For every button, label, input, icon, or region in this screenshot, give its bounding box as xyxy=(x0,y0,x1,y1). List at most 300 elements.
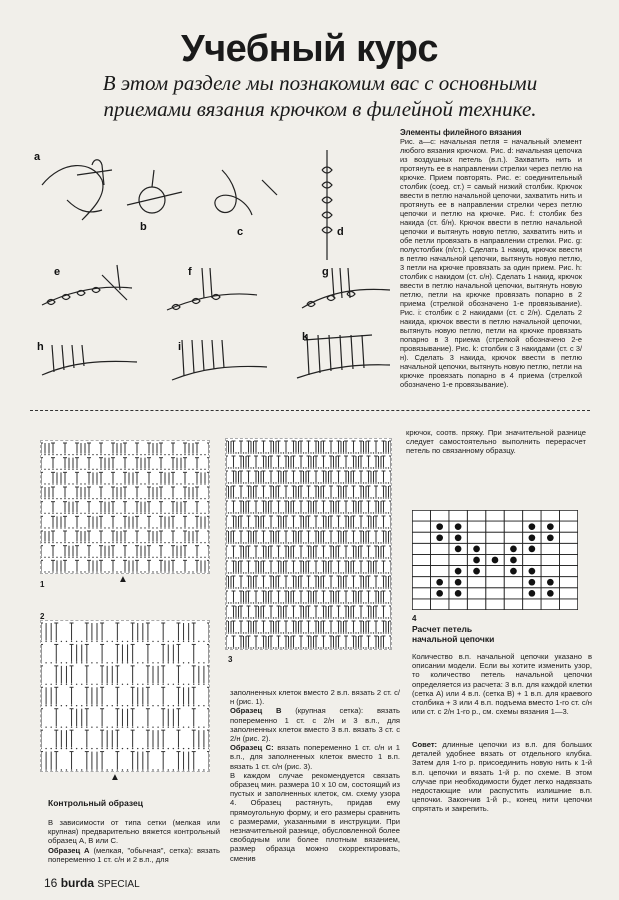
chain-stitch-dot xyxy=(338,587,339,588)
chain-stitch-dot xyxy=(60,542,61,543)
chain-stitch-dot xyxy=(72,454,73,455)
chain-stitch-dot xyxy=(243,512,244,513)
chain-stitch-dot xyxy=(365,602,366,603)
chain-stitch-dot xyxy=(127,684,128,685)
chain-stitch-dot xyxy=(390,512,391,513)
chain-stitch-dot xyxy=(120,454,121,455)
chain-stitch-dot xyxy=(240,572,241,573)
chain-stitch-dot xyxy=(127,662,128,663)
chain-stitch-dot xyxy=(120,571,121,572)
chain-stitch-dot xyxy=(226,647,227,648)
chain-stitch-dot xyxy=(233,587,234,588)
chain-stitch-dot xyxy=(41,542,42,543)
chain-stitch-dot xyxy=(278,467,279,468)
chain-stitch-dot xyxy=(333,542,334,543)
chart-4-filled-mark xyxy=(455,523,462,530)
chain-stitch-dot xyxy=(100,542,101,543)
chain-stitch-dot xyxy=(368,557,369,558)
chain-stitch-dot xyxy=(188,454,189,455)
chain-stitch-dot xyxy=(330,647,331,648)
chain-stitch-dot xyxy=(255,527,256,528)
chain-stitch-dot xyxy=(320,527,321,528)
chain-stitch-dot xyxy=(358,512,359,513)
arrow-up-icon: ▲ xyxy=(110,772,120,783)
chain-stitch-dot xyxy=(255,497,256,498)
chain-stitch-dot xyxy=(176,571,177,572)
chain-stitch-dot xyxy=(200,542,201,543)
chain-stitch-dot xyxy=(330,572,331,573)
chain-stitch-dot xyxy=(56,498,57,499)
chain-stitch-dot xyxy=(358,557,359,558)
chain-stitch-dot xyxy=(383,647,384,648)
chain-stitch-dot xyxy=(310,527,311,528)
chain-stitch-dot xyxy=(340,452,341,453)
chain-stitch-dot xyxy=(373,647,374,648)
page-number: 16 xyxy=(44,876,58,890)
chain-stitch-dot xyxy=(72,527,73,528)
chain-stitch-dot xyxy=(106,769,107,770)
chart-4-filled-mark xyxy=(436,579,443,586)
chain-stitch-dot xyxy=(360,602,361,603)
chain-stitch-dot xyxy=(243,452,244,453)
chain-stitch-dot xyxy=(157,705,158,706)
chain-stitch-dot xyxy=(80,542,81,543)
chain-stitch-dot xyxy=(380,602,381,603)
chain-stitch-dot xyxy=(198,641,199,642)
chain-stitch-dot xyxy=(152,641,153,642)
chain-stitch-dot xyxy=(263,452,264,453)
chain-stitch-dot xyxy=(373,587,374,588)
chain-stitch-dot xyxy=(288,632,289,633)
chain-stitch-dot xyxy=(228,632,229,633)
chain-stitch-dot xyxy=(303,527,304,528)
chain-stitch-dot xyxy=(380,497,381,498)
chain-stitch-dot xyxy=(136,527,137,528)
chain-stitch-dot xyxy=(132,483,133,484)
chain-stitch-dot xyxy=(345,587,346,588)
chain-stitch-dot xyxy=(273,467,274,468)
chain-stitch-dot xyxy=(86,684,87,685)
chain-stitch-dot xyxy=(380,632,381,633)
chain-stitch-dot xyxy=(136,557,137,558)
chain-stitch-dot xyxy=(310,557,311,558)
chain-stitch-dot xyxy=(66,662,67,663)
chain-stitch-dot xyxy=(385,542,386,543)
chain-stitch-dot xyxy=(50,726,51,727)
chain-stitch-dot xyxy=(168,705,169,706)
chain-stitch-dot xyxy=(132,542,133,543)
chain-stitch-dot xyxy=(388,602,389,603)
chain-stitch-dot xyxy=(390,527,391,528)
chain-stitch-dot xyxy=(368,512,369,513)
chain-stitch-dot xyxy=(228,452,229,453)
chain-stitch-dot xyxy=(81,705,82,706)
chain-stitch-dot xyxy=(68,557,69,558)
chain-stitch-dot xyxy=(350,557,351,558)
chain-stitch-dot xyxy=(383,527,384,528)
sample-a-paragraph xyxy=(48,846,220,864)
chain-stitch-dot xyxy=(383,587,384,588)
chain-stitch-dot xyxy=(303,617,304,618)
chain-stitch-dot xyxy=(348,572,349,573)
chain-stitch-dot xyxy=(56,454,57,455)
chain-stitch-dot xyxy=(373,542,374,543)
chain-stitch-dot xyxy=(132,726,133,727)
fig-label-i: i xyxy=(178,341,182,353)
chain-stitch-dot xyxy=(80,498,81,499)
page-subtitle xyxy=(40,70,600,122)
chain-stitch-dot xyxy=(152,705,153,706)
chain-stitch-dot xyxy=(238,602,239,603)
chain-stitch-dot xyxy=(308,512,309,513)
chain-stitch-dot xyxy=(245,452,246,453)
chain-stitch-dot xyxy=(100,571,101,572)
chain-stitch-dot xyxy=(180,527,181,528)
chain-stitch-dot xyxy=(243,527,244,528)
chain-stitch-dot xyxy=(320,452,321,453)
chain-stitch-dot xyxy=(320,632,321,633)
chain-stitch-dot xyxy=(72,469,73,470)
chain-stitch-dot xyxy=(120,483,121,484)
chain-stitch-dot xyxy=(313,452,314,453)
chain-stitch-dot xyxy=(208,469,209,470)
chain-stitch-dot xyxy=(333,527,334,528)
chain-stitch-dot xyxy=(388,467,389,468)
chain-stitch-dot xyxy=(160,513,161,514)
chain-stitch-dot xyxy=(298,647,299,648)
chain-stitch-dot xyxy=(253,497,254,498)
chain-stitch-dot xyxy=(60,513,61,514)
chain-stitch-dot xyxy=(162,726,163,727)
chain-stitch-dot xyxy=(68,483,69,484)
chain-stitch-dot xyxy=(233,512,234,513)
chain-stitch-dot xyxy=(152,726,153,727)
chain-stitch-dot xyxy=(112,769,113,770)
chain-stitch-dot xyxy=(310,512,311,513)
chain-stitch-dot xyxy=(355,542,356,543)
chain-stitch-dot xyxy=(345,602,346,603)
chain-stitch-dot xyxy=(340,632,341,633)
chain-stitch-dot xyxy=(243,617,244,618)
chain-stitch-dot xyxy=(335,482,336,483)
chain-stitch-dot xyxy=(303,452,304,453)
chain-stitch-dot xyxy=(52,483,53,484)
chain-stitch-dot xyxy=(288,572,289,573)
chain-stitch-dot xyxy=(310,587,311,588)
chain-stitch-dot xyxy=(383,557,384,558)
chain-stitch-dot xyxy=(245,572,246,573)
chain-stitch-dot xyxy=(325,527,326,528)
chain-stitch-dot xyxy=(315,497,316,498)
chain-stitch-dot xyxy=(180,571,181,572)
chain-stitch-dot xyxy=(142,662,143,663)
chain-stitch-dot xyxy=(81,726,82,727)
chain-stitch-dot xyxy=(92,557,93,558)
chain-stitch-dot xyxy=(71,748,72,749)
chain-stitch-dot xyxy=(80,571,81,572)
chain-stitch-dot xyxy=(204,513,205,514)
chain-stitch-dot xyxy=(253,557,254,558)
chain-stitch-dot xyxy=(68,498,69,499)
chain-stitch-dot xyxy=(280,557,281,558)
chain-stitch-dot xyxy=(310,647,311,648)
chain-stitch-dot xyxy=(365,542,366,543)
chain-stitch-dot xyxy=(308,632,309,633)
chain-stitch-dot xyxy=(178,684,179,685)
chain-stitch-dot xyxy=(268,557,269,558)
chain-stitch-dot xyxy=(226,452,227,453)
chain-stitch-dot xyxy=(184,454,185,455)
chain-stitch-dot xyxy=(343,482,344,483)
chain-stitch-dot xyxy=(333,512,334,513)
chain-stitch-dot xyxy=(388,632,389,633)
chain-stitch-dot xyxy=(41,557,42,558)
chain-stitch-dot xyxy=(368,632,369,633)
chain-stitch-dot xyxy=(323,542,324,543)
chain-stitch-dot xyxy=(288,482,289,483)
chain-stitch-dot xyxy=(273,632,274,633)
chain-stitch-dot xyxy=(308,617,309,618)
chart-4-filled-mark xyxy=(529,534,536,541)
chain-stitch-dot xyxy=(255,632,256,633)
chain-stitch-dot xyxy=(325,632,326,633)
chain-stitch-dot xyxy=(345,482,346,483)
chain-stitch-dot xyxy=(120,513,121,514)
chain-stitch-dot xyxy=(233,527,234,528)
chain-stitch-dot xyxy=(370,452,371,453)
chain-stitch-dot xyxy=(283,512,284,513)
chain-stitch-dot xyxy=(86,705,87,706)
chain-stitch-dot xyxy=(235,542,236,543)
chain-stitch-dot xyxy=(76,483,77,484)
chain-stitch-dot xyxy=(318,497,319,498)
chain-stitch-dot xyxy=(263,602,264,603)
chain-stitch-dot xyxy=(91,705,92,706)
chain-stitch-dot xyxy=(238,512,239,513)
chain-stitch-dot xyxy=(370,617,371,618)
chart-number-1: 1 xyxy=(40,580,45,589)
chain-stitch-dot xyxy=(45,662,46,663)
chain-stitch-dot xyxy=(172,513,173,514)
chain-stitch-dot xyxy=(253,452,254,453)
chain-stitch-dot xyxy=(355,527,356,528)
chain-stitch-dot xyxy=(226,467,227,468)
chain-stitch-dot xyxy=(270,647,271,648)
chain-stitch-dot xyxy=(44,542,45,543)
chain-stitch-dot xyxy=(340,497,341,498)
chain-stitch-dot xyxy=(283,617,284,618)
chain-stitch-dot xyxy=(157,726,158,727)
chain-stitch-dot xyxy=(162,769,163,770)
chain-stitch-dot xyxy=(273,557,274,558)
chain-stitch-dot xyxy=(108,498,109,499)
chain-stitch-dot xyxy=(142,641,143,642)
chain-stitch-dot xyxy=(270,602,271,603)
chain-stitch-dot xyxy=(124,527,125,528)
chain-stitch-dot xyxy=(283,482,284,483)
chain-stitch-dot xyxy=(260,602,261,603)
chain-stitch-dot xyxy=(323,482,324,483)
chain-stitch-dot xyxy=(385,482,386,483)
chain-stitch-dot xyxy=(88,527,89,528)
elements-heading: Элементы филейного вязания xyxy=(400,128,522,137)
chain-stitch-dot xyxy=(365,467,366,468)
chain-stitch-dot xyxy=(188,498,189,499)
chain-stitch-dot xyxy=(340,482,341,483)
chain-stitch-dot xyxy=(80,557,81,558)
chain-stitch-dot xyxy=(162,748,163,749)
chain-stitch-dot xyxy=(193,662,194,663)
chain-stitch-dot xyxy=(230,527,231,528)
chain-stitch-dot xyxy=(72,557,73,558)
chain-stitch-dot xyxy=(188,513,189,514)
chain-stitch-dot xyxy=(164,513,165,514)
chain-stitch-dot xyxy=(176,483,177,484)
chain-stitch-dot xyxy=(148,469,149,470)
chain-stitch-dot xyxy=(112,705,113,706)
fig-label-c: c xyxy=(237,226,244,238)
chain-stitch-dot xyxy=(375,452,376,453)
chain-stitch-dot xyxy=(188,469,189,470)
chain-stitch-dot xyxy=(66,726,67,727)
chain-stitch-dot xyxy=(198,705,199,706)
chart-4-filled-mark xyxy=(455,590,462,597)
chain-stitch-dot xyxy=(101,769,102,770)
advice-label: Совет: xyxy=(412,740,438,749)
chain-stitch-dot xyxy=(60,527,61,528)
chain-stitch-dot xyxy=(106,748,107,749)
chain-stitch-dot xyxy=(188,769,189,770)
chain-stitch-dot xyxy=(208,769,209,770)
chain-stitch-dot xyxy=(313,587,314,588)
chain-stitch-dot xyxy=(343,602,344,603)
chain-stitch-dot xyxy=(156,498,157,499)
chain-stitch-dot xyxy=(328,557,329,558)
sample-a-text: (мелкая, "обычная", сетка): вязать попеременно 1 ст. с/н и 2 в.п., для xyxy=(48,846,220,865)
chain-stitch-dot xyxy=(305,632,306,633)
chain-stitch-dot xyxy=(100,527,101,528)
chain-stitch-dot xyxy=(268,497,269,498)
chart-4-filled-mark xyxy=(529,579,536,586)
chain-stitch-dot xyxy=(328,467,329,468)
chain-stitch-dot xyxy=(373,572,374,573)
chain-stitch-dot xyxy=(335,452,336,453)
chain-stitch-dot xyxy=(52,513,53,514)
chain-stitch-dot xyxy=(298,452,299,453)
chain-stitch-dot xyxy=(308,647,309,648)
chain-stitch-dot xyxy=(240,467,241,468)
chain-stitch-dot xyxy=(196,513,197,514)
chain-stitch-dot xyxy=(137,705,138,706)
chain-stitch-dot xyxy=(363,452,364,453)
chain-stitch-dot xyxy=(258,527,259,528)
chain-stitch-dot xyxy=(253,647,254,648)
chain-stitch-dot xyxy=(305,512,306,513)
chain-stitch-dot xyxy=(358,527,359,528)
chain-stitch-dot xyxy=(295,452,296,453)
chain-stitch-dot xyxy=(288,557,289,558)
chain-stitch-dot xyxy=(84,454,85,455)
chain-stitch-dot xyxy=(313,557,314,558)
chain-stitch-dot xyxy=(160,498,161,499)
chain-stitch-dot xyxy=(280,632,281,633)
chain-stitch-dot xyxy=(265,512,266,513)
fig-label-e: e xyxy=(54,266,61,278)
chain-stitch-dot xyxy=(348,482,349,483)
chain-stitch-dot xyxy=(328,452,329,453)
chain-stitch-dot xyxy=(124,454,125,455)
chain-stitch-dot xyxy=(226,602,227,603)
chain-stitch-dot xyxy=(270,527,271,528)
section-divider xyxy=(30,410,590,411)
chain-stitch-dot xyxy=(101,748,102,749)
chain-stitch-dot xyxy=(245,602,246,603)
chain-stitch-dot xyxy=(240,452,241,453)
chain-stitch-dot xyxy=(44,498,45,499)
chain-stitch-dot xyxy=(61,662,62,663)
chain-stitch-dot xyxy=(253,602,254,603)
chain-stitch-dot xyxy=(333,632,334,633)
chain-stitch-dot xyxy=(285,587,286,588)
chain-stitch-dot xyxy=(61,705,62,706)
chain-stitch-dot xyxy=(260,557,261,558)
chain-stitch-dot xyxy=(91,684,92,685)
chart-4-filled-mark xyxy=(529,568,536,575)
chain-stitch-dot xyxy=(335,617,336,618)
chain-stitch-dot xyxy=(250,512,251,513)
chain-stitch-dot xyxy=(315,527,316,528)
chain-stitch-dot xyxy=(235,512,236,513)
chain-stitch-dot xyxy=(61,769,62,770)
chain-stitch-dot xyxy=(285,452,286,453)
chain-stitch-dot xyxy=(358,467,359,468)
chain-stitch-dot xyxy=(350,467,351,468)
chain-stitch-dot xyxy=(368,497,369,498)
chain-stitch-dot xyxy=(368,617,369,618)
chain-stitch-dot xyxy=(325,452,326,453)
chain-stitch-dot xyxy=(325,557,326,558)
chain-stitch-dot xyxy=(142,684,143,685)
chain-stitch-dot xyxy=(338,512,339,513)
chain-stitch-dot xyxy=(263,572,264,573)
chain-stitch-dot xyxy=(124,513,125,514)
chain-stitch-dot xyxy=(196,454,197,455)
chart-4-filled-mark xyxy=(547,534,554,541)
page-footer xyxy=(44,876,140,890)
chain-stitch-dot xyxy=(132,769,133,770)
chain-stitch-dot xyxy=(345,617,346,618)
chain-stitch-dot xyxy=(96,557,97,558)
chain-stitch-dot xyxy=(380,452,381,453)
fig-label-b: b xyxy=(140,221,147,233)
chain-stitch-dot xyxy=(156,571,157,572)
chain-stitch-dot xyxy=(310,482,311,483)
chain-stitch-dot xyxy=(268,467,269,468)
chain-stitch-dot xyxy=(303,467,304,468)
chain-stitch-dot xyxy=(60,483,61,484)
chain-stitch-dot xyxy=(172,498,173,499)
chain-stitch-dot xyxy=(208,557,209,558)
chain-stitch-dot xyxy=(348,617,349,618)
chain-stitch-dot xyxy=(104,527,105,528)
chain-stitch-dot xyxy=(196,498,197,499)
chain-stitch-dot xyxy=(173,662,174,663)
chain-stitch-dot xyxy=(308,527,309,528)
chain-stitch-dot xyxy=(390,587,391,588)
chain-stitch-dot xyxy=(310,542,311,543)
chain-stitch-dot xyxy=(180,542,181,543)
chain-stitch-dot xyxy=(152,748,153,749)
